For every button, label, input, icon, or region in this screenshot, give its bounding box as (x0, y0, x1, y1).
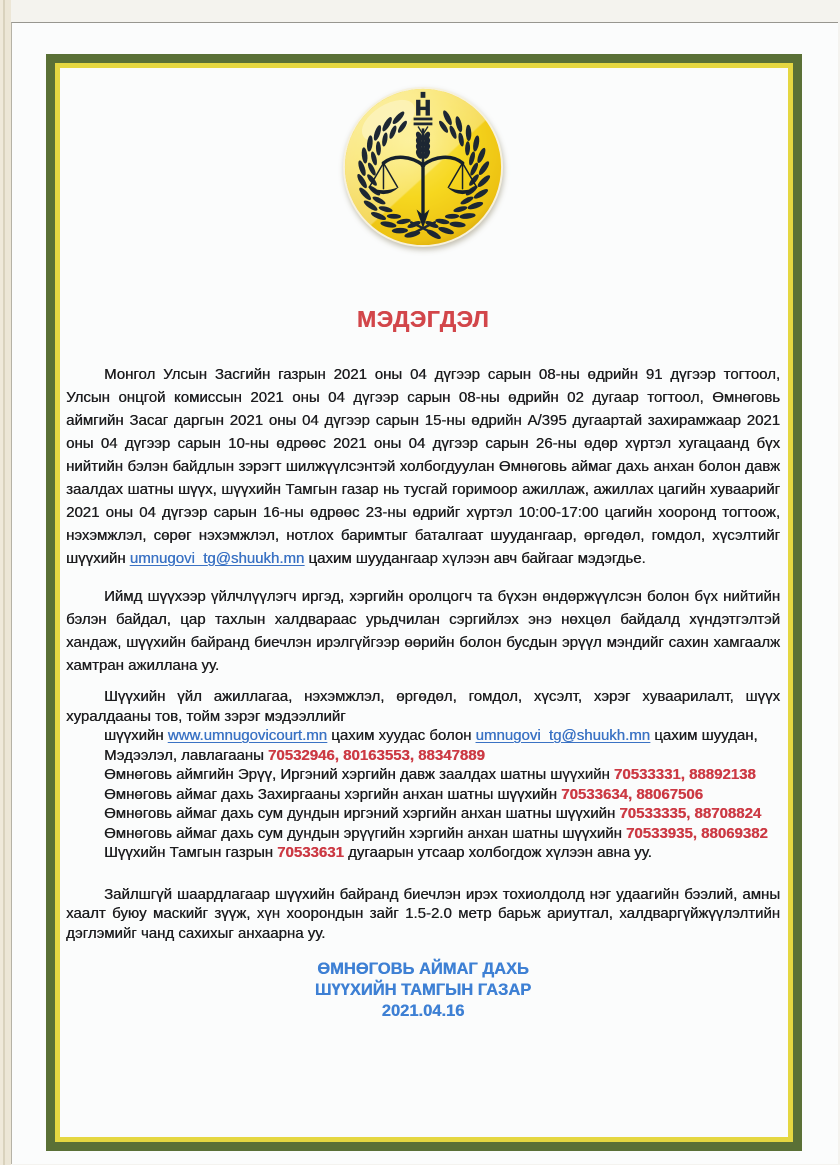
phone-numbers: 70533631 (277, 844, 344, 861)
court-emblem-logo (339, 84, 507, 248)
body-paragraph (66, 726, 780, 746)
text-run: дугаарын утсаар холбогдож хүлээн авна уу. (343, 844, 652, 861)
text-run: Өмнөговь аймгийн Эрүү, Иргэний хэргийн давж заалдах шатны шүүхийн (104, 766, 614, 783)
page-title: МЭДЭГДЭЛ (356, 306, 490, 332)
scanned-page (11, 22, 838, 1164)
decorative-frame-inner (55, 63, 793, 1142)
text-run: Өмнөговь аймаг дахь сум дундын эрүүгийн хэргийн анхан шатны шүүхийн (104, 824, 626, 842)
phone-numbers: 70532946, 80163553, 88347889 (267, 746, 485, 764)
text-run: цахим хуудас болон (326, 727, 476, 744)
text-run: цахим шуудан, (650, 727, 758, 744)
text-run: цахим шуудангаар хүлээн авч байгааг мэдэгдье. (304, 550, 646, 567)
signature-date: 2021.04.16 (381, 1002, 465, 1020)
signature-line-1: ӨМНӨГОВЬ АЙМАГ ДАХЬ (317, 960, 529, 978)
text-run: Монгол Улсын Засгийн газрын 2021 оны 04 дүгээр сарын 08-ны өдрийн 91 дүгээр тогтоол, Улсын онцгой комиссын 2021 оны 04 дүгээр сарын 08-ны өдрийн 02 дугаар тогтоол, Өмнөговь аймгийн Засаг даргын 2021 оны 04 дүгээр сарын 15-ны өдрийн А/395 дугаартай захирамжаар 2021 оны 04 дүгээр сарын 10-ны өдрөөс 2021 оны 04 дүгээр сарын 26-ны өдөр хүртэл хугацаанд бүх нийтийн бэлэн байдлын зэрэгт шилжүүлсэнтэй холбогдуулан Өмнөговь аймаг дахь анхан болон давж заалдах шатны шүүх, шүүхийн Тамгын газар нь тусгай горимоор ажиллаж, ажиллах цагийн хуваарийг 2021 оны 04 дүгээр сарын 16-ны өдрөөс 23-ны өдрийг хүртэл 10:00-17:00 цагийн хооронд тогтоож, нэхэмжлэл, сөрөг нэхэмжлэл, нотлох баримтыг баталгаат шуудангаар, өргөдөл, гомдол, хүсэлтийг шүүхийн (66, 366, 780, 567)
text-run: Өмнөговь аймаг дахь сум дундын иргэний хэргийн анхан шатны шүүхийн (104, 805, 620, 822)
text-run: Шүүхийн Тамгын газрын (104, 844, 278, 861)
signature-line-2: ШҮҮХИЙН ТАМГЫН ГАЗАР (314, 981, 532, 999)
signature-block (66, 959, 780, 1022)
decorative-frame (46, 54, 802, 1151)
body-paragraph (66, 746, 780, 766)
phone-numbers: 70533935, 88069382 (625, 824, 768, 842)
scanner-background-top (0, 0, 840, 22)
text-run: Өмнөговь аймаг дахь Захиргааны хэргийн анхан шатны шүүхийн (104, 785, 562, 803)
body-paragraph (66, 785, 780, 805)
text-run: шүүхийн (104, 727, 168, 744)
logo-row (66, 84, 780, 252)
phone-numbers: 70533331, 88892138 (613, 766, 756, 783)
body-paragraph (66, 363, 780, 570)
hyperlink[interactable]: www.umnugovicourt.mn (167, 727, 327, 744)
body-paragraph (66, 824, 780, 844)
body-paragraph (66, 885, 780, 944)
document-body (66, 363, 780, 943)
body-paragraph (66, 804, 780, 824)
phone-numbers: 70533335, 88708824 (619, 805, 762, 822)
hyperlink[interactable]: umnugovi_tg@shuukh.mn (475, 727, 651, 744)
text-run: Зайлшгүй шаардлагаар шүүхийн байранд биечлэн ирэх тохиолдолд нэг удаагийн бээлий, амны хаалт буюу маскийг зүүж, хүн хоорондын зайг 1.5-2.0 метр барьж ариутгал, халдваргүйжүүлэлтийн дэглэмийг чанд сахихыг анхаарна уу. (66, 885, 780, 942)
scanner-background-left (0, 0, 11, 1165)
body-paragraph (66, 687, 780, 726)
text-run: Шүүхийн үйл ажиллагаа, нэхэмжлэл, өргөдөл, гомдол, хүсэлт, хэрэг хуваарилалт, шүүх хуралдааны тов, тойм зэрэг мэдээллийг (66, 688, 780, 725)
phone-numbers: 70533634, 88067506 (561, 785, 703, 803)
text-run: Мэдээлэл, лавлагааны (104, 746, 268, 764)
text-run: Иймд шүүхээр үйлчлүүлэгч иргэд, хэргийн оролцогч та бүхэн өндөржүүлсэн болон бүх нийтийн бэлэн байдал, цар тахлын халдвараас урьдчилан сэргийлэх энэ нөхцөл байдалд хүндэтгэлтэй хандаж, шүүхийн байранд биечлэн ирэлгүйгээр өөрийн болон бусдын эрүүл мэндийг сахин хамгаалж хамтран ажиллана уу. (66, 588, 780, 674)
body-paragraph (66, 585, 780, 677)
hyperlink[interactable]: umnugovi_tg@shuukh.mn (129, 550, 305, 567)
body-paragraph (66, 765, 780, 785)
body-paragraph (66, 843, 780, 863)
